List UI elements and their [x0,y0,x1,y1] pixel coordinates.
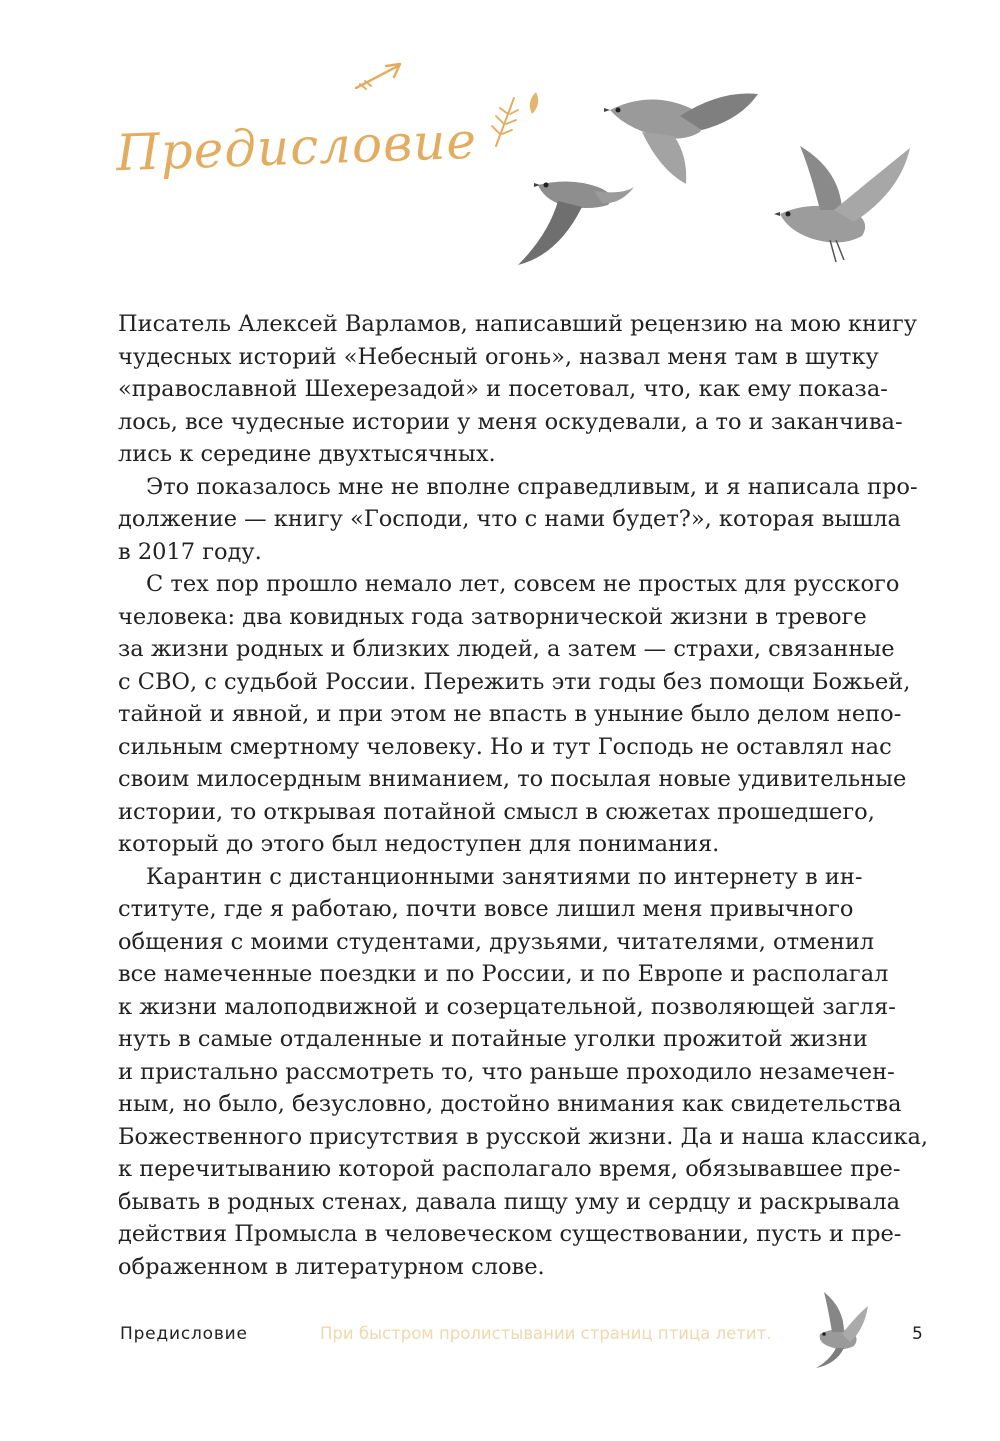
flipbook-caption: При быстром пролистывании страниц птица летит. [320,1324,772,1343]
text-line: С тех пор прошло немало лет, совсем не простых для русского [146,571,900,597]
paragraph [118,471,918,569]
text-line: сильным смертному человеку. Но и тут Господь не оставлял нас [118,733,892,760]
text-line: человека: два ковидных года затворнической жизни в тревоге [118,603,867,630]
text-line: бывать в родных стенах, давала пищу уму и сердцу и раскрывала [118,1188,901,1215]
bird-icon [508,165,638,275]
text-line: Карантин с дистанционными занятиями по интернету в ин- [146,863,863,890]
page-number: 5 [912,1324,923,1344]
text-line: чудесных историй «Небесный огонь», назвал меня там в шутку [118,343,879,370]
text-line: действия Промысла в человеческом существовании, пусть и пре- [118,1221,902,1247]
text-line: к перечитыванию которой располагало время, обязывавшее пре- [118,1156,901,1182]
text-line: истории, то открывая потайной смысл в сюжетах прошедшего, [118,798,875,825]
text-line: ституте, где я работаю, почти вовсе лишил меня привычного [118,896,854,922]
text-line: Это показалось мне не вполне справедливым, и я написала про- [146,473,918,500]
text-line: тайной и явной, и при этом не впасть в уныние было делом непо- [118,701,902,727]
paragraph [118,568,918,861]
text-line: все намеченные поездки и по России, и по Европе и располагал [118,961,889,987]
text-line: в 2017 году. [118,538,262,565]
bird-icon [770,140,920,270]
leaf-doodle-icon [486,88,556,150]
text-line: который до этого был недоступен для понимания. [118,831,720,857]
running-footer-section: Предисловие [120,1324,248,1344]
text-line: должение — книгу «Господи, что с нами будет?», которая вышла [118,506,901,532]
paragraph [118,308,918,471]
text-line: к жизни малоподвижной и созерцательной, позволяющей загля- [118,993,896,1020]
text-line: за жизни родных и близких людей, а затем — страхи, связанные [118,636,895,662]
text-line: Божественного присутствия в русской жизни. Да и наша классика, [118,1123,929,1150]
text-line: лись к середине двухтысячных. [118,441,496,467]
page-title: Предисловие [115,111,478,183]
text-line: своим милосердным вниманием, то посылая новые удивительные [118,766,907,792]
text-line: общения с моими студентами, друзьями, читателями, отменил [118,928,875,955]
text-line: ным, но было, безусловно, достойно внимания как свидетельства [118,1091,902,1117]
text-line: лось, все чудесные истории у меня оскудевали, а то и заканчива- [118,408,903,435]
text-line: ображенном в литературном слове. [118,1253,545,1280]
body-text [118,308,929,1283]
arrow-doodle-icon [350,58,410,94]
bird-icon [806,1288,870,1372]
paragraph [118,861,929,1284]
text-line: и пристально рассмотреть то, что раньше проходило незамечен- [118,1058,895,1085]
text-line: с СВО, с судьбой России. Пережить эти годы без помощи Божьей, [118,668,911,695]
text-line: «православной Шехерезадой» и посетовал, что, как ему показа- [118,376,888,402]
text-line: нуть в самые отдаленные и потайные уголки прожитой жизни [118,1026,868,1052]
text-line: Писатель Алексей Варламов, написавший рецензию на мою книгу [118,311,918,337]
